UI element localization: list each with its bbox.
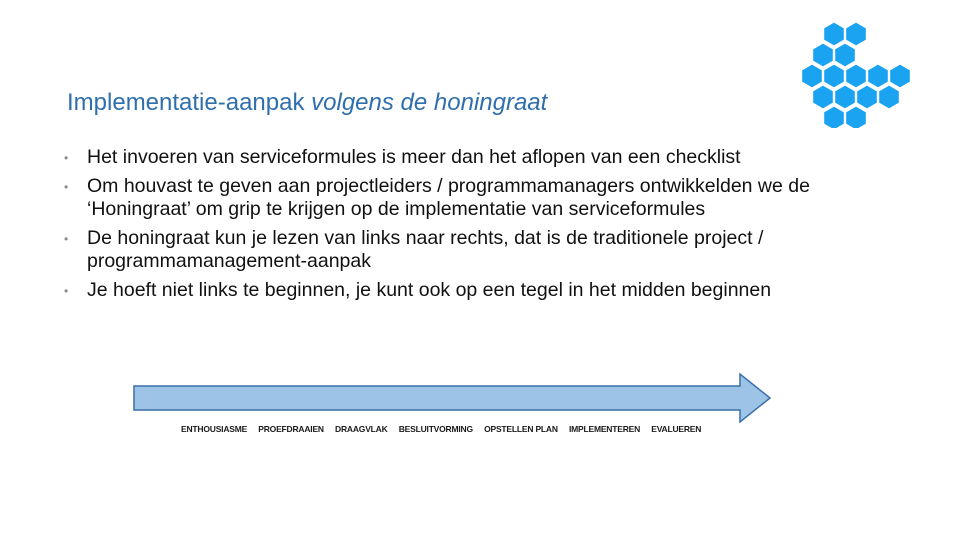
arrow-shape	[134, 374, 770, 422]
honeycomb-cell	[878, 85, 900, 110]
honeycomb-cell	[812, 85, 834, 110]
honeycomb-cell	[823, 64, 845, 89]
bullet-text: Je hoeft niet links te beginnen, je kunt ook op een tegel in het midden beginnen	[87, 279, 772, 301]
slide-title	[67, 89, 547, 117]
step-label: ENTHOUSIASME	[181, 424, 248, 434]
honeycomb-cell	[823, 22, 845, 47]
step-label: PROEFDRAAIEN	[258, 424, 324, 434]
title-italic: volgens de honingraat	[311, 89, 548, 116]
honeycomb-cell	[834, 43, 856, 68]
step-label: OPSTELLEN PLAN	[484, 424, 558, 434]
bullet-text: Het invoeren van serviceformules is meer dan het aflopen van een checklist	[87, 146, 741, 168]
bullet-dot: •	[64, 232, 69, 246]
step-label: BESLUITVORMING	[398, 424, 473, 434]
bullet-dot: •	[64, 180, 69, 194]
title-normal: Implementatie-aanpak	[67, 89, 312, 116]
bullet-list	[64, 146, 904, 308]
honeycomb-cell	[845, 64, 867, 89]
honeycomb-cell	[823, 106, 845, 129]
honeycomb-cell	[856, 85, 878, 110]
step-label: EVALUEREN	[651, 424, 702, 434]
process-steps	[181, 424, 710, 434]
process-arrow	[130, 372, 775, 424]
bullet-dot: •	[64, 284, 69, 298]
bullet-item	[64, 279, 904, 302]
honeycomb-cell	[812, 43, 834, 68]
step-label: DRAAGVLAK	[335, 424, 388, 434]
honeycomb-cell	[834, 85, 856, 110]
honeycomb-cell	[867, 64, 889, 89]
honeycomb-cell	[801, 64, 823, 89]
bullet-text: Om houvast te geven aan projectleiders / programmamanagers ontwikkelden we de ‘Honingraat’ om grip te krijgen op de implementatie van serviceformules	[87, 175, 810, 220]
bullet-item	[64, 227, 904, 273]
bullet-dot: •	[64, 151, 69, 165]
honeycomb-cell	[889, 64, 911, 89]
honeycomb-cell	[845, 22, 867, 47]
honeycomb-cell	[845, 106, 867, 129]
bullet-text: De honingraat kun je lezen van links naar rechts, dat is de traditionele project / programmamanagement-aanpak	[87, 227, 764, 272]
bullet-item	[64, 146, 904, 169]
bullet-item	[64, 175, 904, 221]
step-label: IMPLEMENTEREN	[568, 424, 641, 434]
honeycomb-icon	[798, 18, 918, 128]
